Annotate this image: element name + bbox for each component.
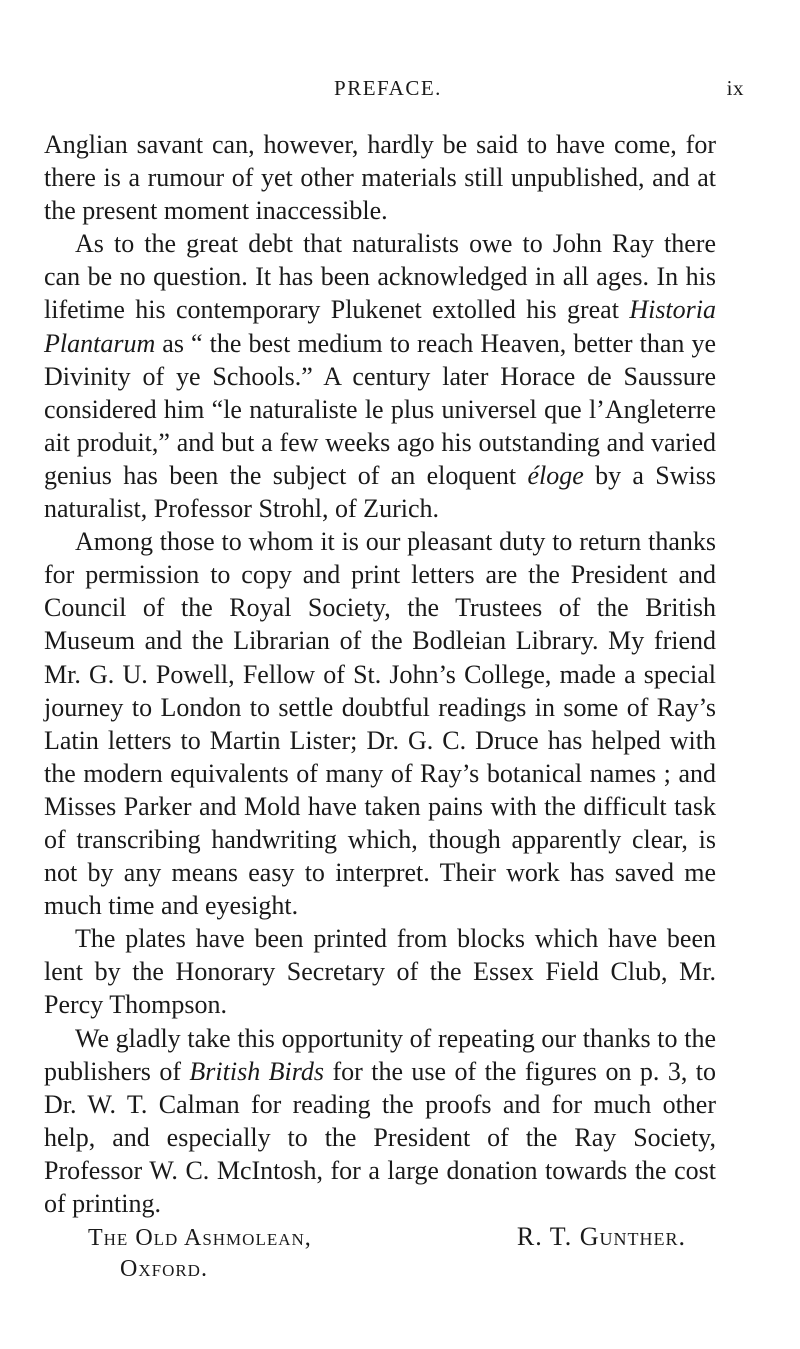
italic-title-text: British Birds bbox=[189, 1056, 325, 1086]
author-signature: R. T. Gunther. bbox=[516, 1222, 686, 1252]
paragraph bbox=[44, 525, 716, 922]
paragraph bbox=[44, 922, 716, 1021]
body-text bbox=[44, 128, 716, 1253]
italic-title-text: éloge bbox=[527, 460, 584, 490]
running-head bbox=[32, 76, 744, 106]
paragraph-text: Anglian savant can, however, hardly be said to have come, for there is a rumour of yet other materials still unpublished, and at the present moment inaccessible. bbox=[44, 130, 716, 226]
paragraph-list bbox=[44, 128, 716, 1220]
address-line-1: The Old Ashmolean, bbox=[88, 1225, 312, 1251]
page-title: PREFACE. bbox=[334, 76, 442, 100]
paragraph bbox=[44, 1022, 716, 1221]
address-block bbox=[88, 1223, 312, 1285]
paragraph-text: As to the great debt that naturalists owe to John Ray there can be no question. It has been acknowledged in all ages. In his lifetime his contemporary Plukenet extolled his great bbox=[44, 229, 716, 325]
paragraph bbox=[44, 227, 716, 525]
address-line-2: Oxford. bbox=[120, 1256, 208, 1282]
paragraph-text: for the use of the figures on p. 3, to Dr. W. T. Calman for reading the proofs and for much other help, and especially to the President of the Ray Society, Professor W. C. McIntosh, for a large donation towards the cost of printing. bbox=[44, 1056, 716, 1218]
paragraph-text: The plates have been printed from blocks which have been lent by the Honorary Secretary of the Essex Field Club, Mr. Percy Thompson. bbox=[44, 924, 716, 1020]
italic-title-text: Historia Plantarum bbox=[44, 295, 716, 358]
paragraph-text: as “ the best medium to reach Heaven, better than ye Divinity of ye Schools.” A century later Horace de Saussure considered him “le naturaliste le plus universel que l’Angleterre ait produit,” and but a few weeks ago his outstanding and varied genius has been the subject of an eloquent bbox=[44, 328, 716, 490]
paragraph-text: by a Swiss naturalist, Professor Strohl, of Zurich. bbox=[44, 460, 716, 524]
paragraph bbox=[44, 128, 716, 227]
page-number: ix bbox=[726, 76, 744, 100]
paragraph-text: Among those to whom it is our pleasant duty to return thanks for permission to copy and print letters are the President and Council of the Royal Society, the Trustees of the British Museum and the Librarian of the Bodleian Library. My friend Mr. G. U. Powell, Fellow of St. John’s College, made a special journey to London to settle doubtful readings in some of Ray’s Latin letters to Martin Lister; Dr. G. C. Druce has helped with the modern equivalents of many of Ray’s botanical names ; and Misses Parker and Mold have taken pains with the difficult task of transcribing handwriting which, though apparently clear, is not by any means easy to interpret. Their work has saved me much time and eyesight. bbox=[44, 527, 716, 921]
paragraph-text: We gladly take this opportunity of repeating our thanks to the publishers of bbox=[44, 1023, 716, 1086]
